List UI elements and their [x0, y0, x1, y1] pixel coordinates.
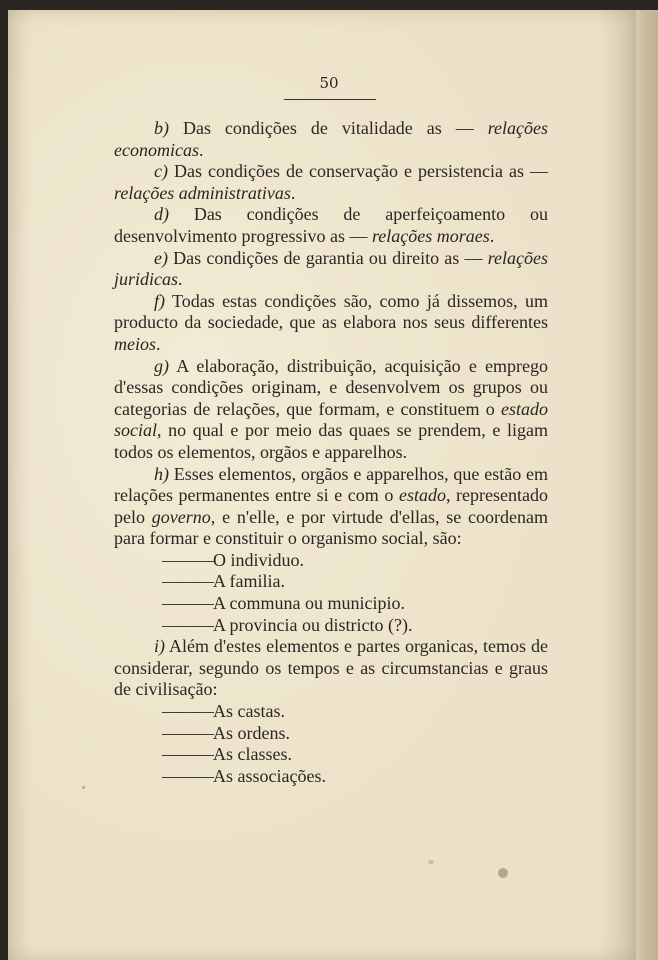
paragraph-emphasis: governo: [151, 506, 211, 527]
paragraph-text: Das condições de conservação e persistencia as —: [167, 161, 548, 182]
list-item: [114, 744, 548, 766]
list-dash: ———: [162, 593, 213, 614]
paragraph-marker: i): [154, 636, 165, 657]
list-item: [114, 615, 548, 637]
list-dash: ———: [162, 765, 213, 786]
paragraph-c: [114, 161, 548, 204]
list-item-text: A provincia ou districto (?).: [213, 614, 413, 635]
paragraph-end: .: [489, 225, 495, 246]
list-item: [114, 701, 548, 723]
paragraph-text: Das condições de vitalidade as —: [169, 118, 488, 138]
list-item-text: A familia.: [213, 571, 285, 592]
list-dash: ———: [162, 744, 213, 765]
paragraph-end: .: [178, 269, 183, 290]
list-item: [114, 723, 548, 745]
list-dash: ———: [162, 549, 213, 570]
header-rule: [284, 99, 376, 100]
paper-stain: [82, 786, 85, 789]
paragraph-end: .: [156, 333, 161, 354]
paragraph-text: , representado pelo: [114, 485, 549, 527]
paragraph-text: Esses elementos, orgãos e apparelhos, que estão em relações permanentes entre si e com o: [114, 463, 548, 506]
paragraph-marker: e): [154, 247, 168, 268]
body-text: [114, 118, 548, 787]
paragraph-f: [114, 291, 548, 356]
paragraph-marker: f): [154, 290, 165, 311]
list-item: [114, 550, 548, 572]
paragraph-text: A elaboração, distribuição, acquisição e emprego d'essas condições originam, e desenvolvem os grupos ou categorias de relações, que formam, e constituem o: [114, 355, 548, 419]
paragraph-text: , e n'elle, e por virtude d'ellas, se coordenam para formar e constituir o organismo social, são:: [114, 506, 548, 549]
paragraph-marker: d): [154, 204, 169, 225]
paragraph-marker: b): [154, 118, 169, 138]
paper-stain: [498, 868, 508, 878]
paragraph-emphasis: meios: [114, 333, 156, 354]
list-dash: ———: [162, 701, 213, 722]
list-item-text: As classes.: [213, 744, 292, 765]
paragraph-marker: g): [154, 355, 169, 376]
paragraph-emphasis: relações administrativas: [114, 182, 291, 203]
paragraph-emphasis: relações moraes: [371, 225, 490, 246]
list-dash: ———: [162, 614, 213, 635]
page-edge: [636, 10, 658, 960]
paragraph-marker: c): [154, 161, 168, 182]
paragraph-end: , no qual e por meio das quaes se prendem, e ligam todos os elementos, orgãos e apparelhos.: [114, 420, 548, 462]
paragraph-emphasis: relações juridicas: [114, 247, 548, 290]
list-item-text: As castas.: [213, 701, 285, 722]
paragraph-end: .: [198, 139, 204, 160]
paragraph-marker: h): [154, 463, 169, 484]
paragraph-text: Das condições de aperfeiçoamento ou desenvolvimento progressivo as —: [114, 204, 548, 246]
paragraph-e: [114, 248, 548, 291]
list-item-text: A communa ou municipio.: [213, 593, 405, 614]
paragraph-text: Todas estas condições são, como já dissemos, um producto da sociedade, que as elabora nos seus differentes: [114, 290, 548, 333]
paper-stain: [428, 860, 434, 864]
list-item: [114, 571, 548, 593]
list-item: [114, 766, 548, 788]
paragraph-d: [114, 204, 548, 247]
list-item-text: O individuo.: [213, 549, 305, 570]
list-item-text: As ordens.: [213, 722, 290, 743]
list-dash: ———: [162, 722, 213, 743]
paragraph-end: .: [290, 182, 296, 203]
list-dash: ———: [162, 571, 213, 592]
paragraph-emphasis: relações economicas: [114, 118, 548, 160]
paragraph-i: [114, 636, 548, 701]
paragraph-g: [114, 356, 548, 464]
paragraph-h: [114, 464, 548, 550]
paragraph-text: Além d'estes elementos e partes organicas, temos de considerar, segundo os tempos e as circumstancias e graus de civilisação:: [114, 636, 548, 700]
list-item-text: As associações.: [213, 765, 326, 786]
paragraph-emphasis: estado social: [114, 398, 548, 441]
paragraph-emphasis: estado: [398, 485, 446, 506]
list-item: [114, 593, 548, 615]
paragraph-text: Das condições de garantia ou direito as —: [167, 247, 488, 268]
page-number: 50: [319, 74, 339, 92]
paragraph-b: [114, 118, 548, 161]
